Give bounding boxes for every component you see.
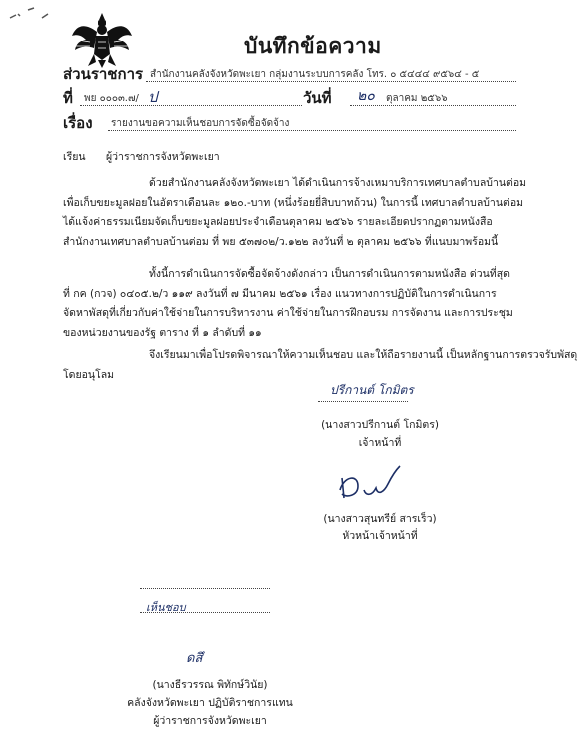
paragraph-line: สำนักงานเทศบาลตำบลบ้านต่อม ที่ พย ๕๓๗๐๒/ว.๑๒๒ ลงวันที่ ๒ ตุลาคม ๒๕๖๖ ที่แนบมาพร้อมนี้ — [63, 235, 499, 248]
signature-2-position: หัวหน้าเจ้าหน้าที่ — [342, 530, 418, 542]
paragraph-line: จัดหาพัสดุที่เกี่ยวกับค่าใช้จ่ายในการบริหารงาน ค่าใช้จ่ายในการฝึกอบรม การจัดงาน และการประชุม — [63, 307, 513, 319]
salutation-label: เรียน — [63, 151, 86, 163]
paragraph-line: จึงเรียนมาเพื่อโปรดพิจารณาให้ความเห็นชอบ และให้ถือรายงานนี้ เป็นหลักฐานการตรวจรับพัสดุ — [149, 349, 578, 361]
signature-1-name: (นางสาวปรีกานต์ โกมิตร) — [321, 419, 439, 431]
approval-handwriting: เห็นชอบ — [146, 601, 186, 614]
agency-underline — [146, 81, 516, 82]
paragraph-line: ทั้งนี้การดำเนินการจัดซื้อจัดจ้างดังกล่าว เป็นการดำเนินการตามหนังสือ ด่วนที่สุด — [149, 268, 510, 280]
paragraph-line: โดยอนุโลม — [63, 368, 115, 381]
body-paragraph-3 — [63, 346, 578, 385]
date-label: วันที่ — [303, 89, 332, 107]
body-paragraph-1 — [63, 174, 533, 252]
date-value: ตุลาคม ๒๕๖๖ — [386, 93, 448, 104]
signature-1-line — [318, 401, 408, 402]
agency-label: ส่วนราชการ — [63, 65, 144, 83]
paragraph-line: ได้แจ้งค่าธรรมเนียมจัดเก็บขยะมูลฝอยประจำเดือนตุลาคม ๒๕๖๖ รายละเอียดปรากฏตามหนังสือ — [63, 216, 493, 228]
final-signature-position: คลังจังหวัดพะเยา ปฏิบัติราชการแทน — [127, 697, 293, 709]
signature-2-scribble-icon — [330, 462, 410, 504]
final-signature-name: (นางธีรวรรณ พิทักษ์วินัย) — [152, 679, 268, 691]
paragraph-line: ของหน่วยงานของรัฐ ตาราง ที่ ๑ ลำดับที่ ๑๑ — [63, 326, 262, 339]
ref-label: ที่ — [63, 89, 73, 107]
approval-line-1 — [140, 588, 270, 589]
signature-2-name: (นางสาวสุนทรีย์ สารเร็ว) — [323, 513, 437, 525]
paragraph-line: ด้วยสำนักงานคลังจังหวัดพะเยา ได้ดำเนินการจ้างเหมาบริการเทศบาลตำบลบ้านต่อม — [149, 177, 527, 189]
agency-value: สำนักงานคลังจังหวัดพะเยา กลุ่มงานระบบการคลัง โทร. ๐ ๕๔๔๔ ๙๕๖๔ - ๕ — [150, 69, 480, 80]
subject-label: เรื่อง — [63, 114, 93, 132]
body-paragraph-2 — [63, 265, 533, 343]
subject-value: รายงานขอความเห็นชอบการจัดซื้อจัดจ้าง — [111, 118, 290, 129]
date-handwritten: ๒๐ — [357, 88, 375, 104]
signature-1-position: เจ้าหน้าที่ — [358, 437, 402, 449]
salutation-value: ผู้ว่าราชการจังหวัดพะเยา — [106, 151, 220, 163]
date-underline — [350, 105, 516, 106]
paragraph-line: เพื่อเก็บขยะมูลฝอยในอัตราเดือนละ ๑๒๐.-บาท (หนึ่งร้อยยี่สิบบาทถ้วน) ในการนี้ เทศบาลตำบลบ้านต่อม — [63, 196, 524, 209]
signature-1-handwriting: ปรีกานต์ โกมิตร — [330, 383, 414, 397]
paragraph-line: ที่ กค (กวจ) ๐๔๐๕.๒/ว ๑๑๙ ลงวันที่ ๗ มีนาคม ๒๕๖๑ เรื่อง แนวทางการปฏิบัติในการดำเนินการ — [63, 287, 497, 300]
scan-mark-icon — [8, 6, 54, 24]
final-signature-position-2: ผู้ว่าราชการจังหวัดพะเยา — [153, 715, 267, 727]
ref-value: พย ๐๐๐๓.๗/ — [84, 93, 139, 104]
approval-line-2 — [140, 612, 270, 613]
subject-underline — [108, 130, 516, 131]
ref-handwritten: ป — [148, 88, 158, 106]
garuda-emblem-icon — [70, 10, 134, 70]
document-title: บันทึกข้อความ — [244, 34, 382, 58]
ref-underline — [80, 105, 302, 106]
final-signature-handwriting: ดสึ — [186, 651, 203, 666]
